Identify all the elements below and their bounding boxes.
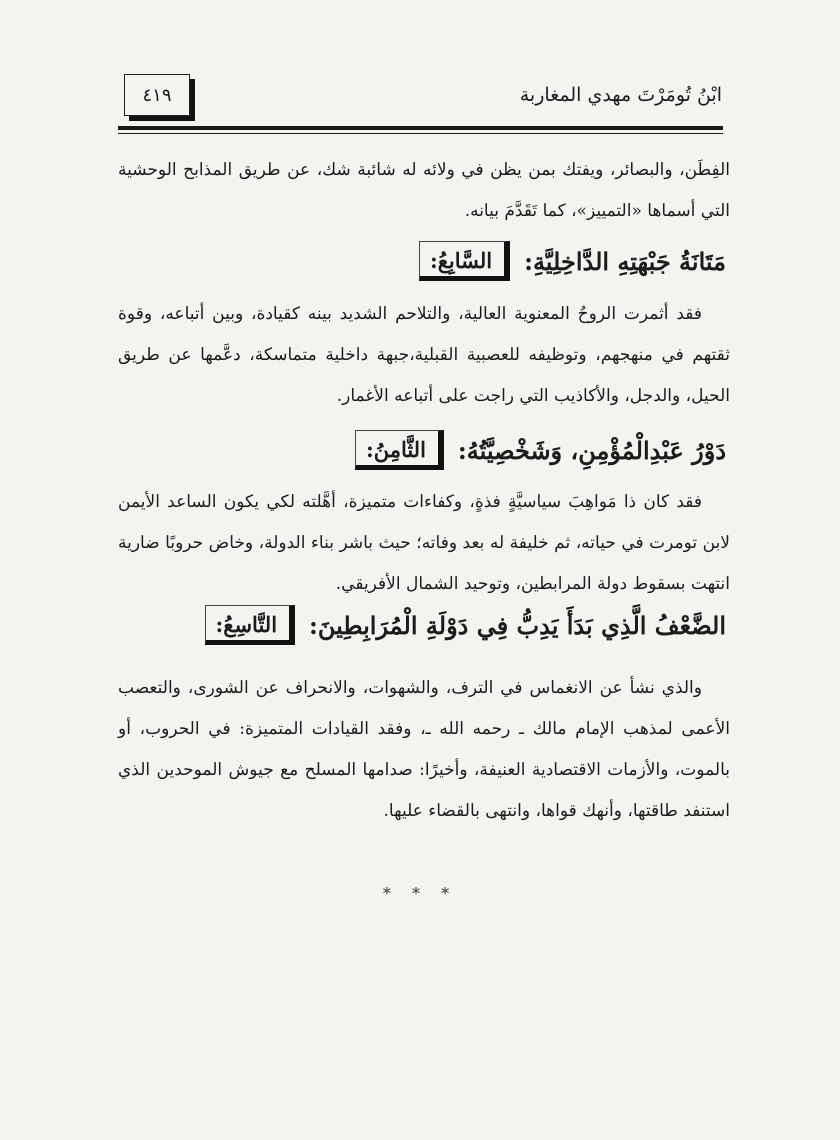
- header-rule-thick: [118, 126, 723, 130]
- section-label: الثَّامِنُ:: [365, 436, 426, 462]
- paragraph-eighth: فقد كان ذا مَواهِبَ سياسيَّةٍ فذةٍ، وكفاءات متميزة، أهَّلته لكي يكون الساعد الأيمن لابن تومرت في حياته، ثم خليفة له بعد وفاته؛ حيث باشر بناء الدولة، وخاض حروبًا ضارية انتهت بسقوط دولة المرابطين، وتوحيد الشمال الأفريقي.: [118, 492, 730, 594]
- header-rule-thin: [118, 133, 723, 134]
- section-title: دَوْرُ عَبْدِالْمُؤْمِنِ، وَشَخْصِيَّتُهُ:: [457, 435, 726, 465]
- section-label-box: [205, 605, 296, 645]
- section-label: التَّاسِعُ:: [215, 611, 278, 637]
- page-number-box: [124, 74, 190, 116]
- section-title: الضَّعْفُ الَّذِي بَدَأَ يَدِبُّ فِي دَوْلَةِ الْمُرَابِطِينَ:: [309, 610, 726, 640]
- section-heading-seventh: [419, 241, 726, 281]
- section-separator: * * *: [382, 884, 458, 903]
- section-heading-ninth: [205, 605, 726, 645]
- section-label-box: [419, 241, 510, 281]
- paragraph-ninth: والذي نشأ عن الانغماس في الترف، والشهوات، والانحراف عن الشورى، والتعصب الأعمى لمذهب الإمام مالك ـ رحمه الله ـ، وفقد القيادات المتميزة: في الحروب، أو بالموت، والأزمات الاقتصادية العنيفة، وأخيرًا: صدامها المسلح مع جيوش الموحدين الذي استنفد طاقتها، وأنهك قواها، وانتهى بالقضاء عليها.: [118, 678, 730, 821]
- running-title: ابْنُ تُومَرْتَ مهدي المغاربة: [519, 84, 722, 106]
- paragraph-seventh: فقد أثمرت الروحُ المعنوية العالية، والتلاحم الشديد بينه كقيادة، وبين أتباعه، وقوة ثقتهم في منهجهم، وتوظيفه للعصبية القبلية،جبهة داخلية متماسكة، دعَّمها عن طريق الحيل، والدجل، والأكاذيب التي راجت على أتباعه الأغمار.: [118, 304, 730, 406]
- section-title: مَتَانَةُ جَبْهَتِهِ الدَّاخِلِيَّةِ:: [524, 246, 726, 276]
- section-label: السَّابِعُ:: [429, 247, 493, 273]
- paragraph-continuation: الفِطَن، والبصائر، ويفتك بمن يظن في ولائه له شائبة شك، عن طريق المذابح الوحشية التي أسماها «التمييز»، كما تَقَدَّمَ بيانه.: [118, 160, 730, 221]
- page-number: ٤١٩: [142, 84, 172, 106]
- section-heading-eighth: [355, 430, 726, 470]
- section-label-box: [355, 430, 444, 470]
